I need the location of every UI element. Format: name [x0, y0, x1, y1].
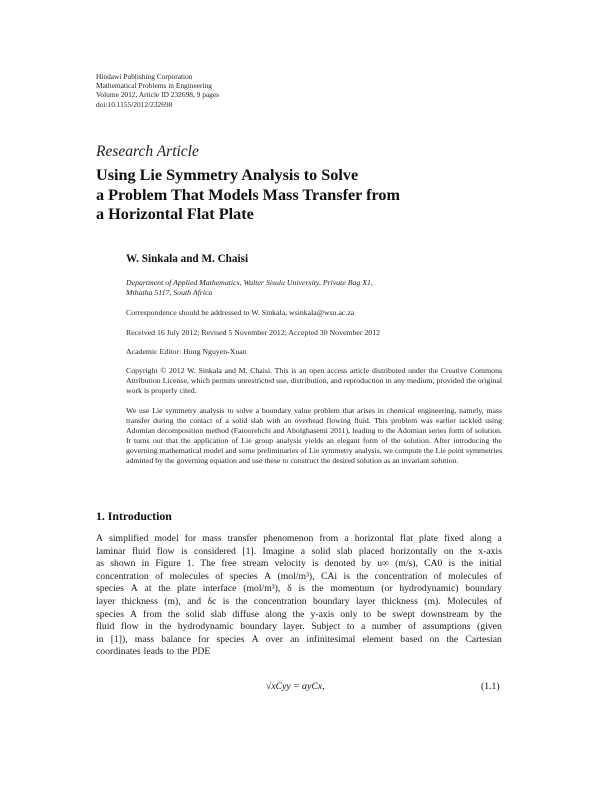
word: (m/s), — [395, 558, 418, 570]
word: of — [155, 570, 164, 582]
word: the — [446, 633, 459, 645]
word: stream — [242, 558, 269, 570]
word: (or — [381, 583, 393, 595]
word: flow — [156, 545, 175, 557]
word: A — [130, 583, 138, 595]
word: is — [222, 595, 230, 607]
academic-editor: Academic Editor: Hung Nguyen-Xuan — [126, 347, 247, 356]
text-line — [96, 571, 502, 584]
text-line — [96, 596, 502, 609]
word: in — [96, 633, 104, 645]
word: phenomenon — [263, 533, 314, 544]
word: slab — [210, 608, 227, 620]
text-line — [96, 609, 502, 622]
affiliation-line: Department of Applied Mathematics, Walter Sisulu University, Private Bag X1, — [126, 278, 373, 287]
word: plate — [419, 533, 438, 544]
word: to — [166, 646, 175, 658]
word: interface — [202, 583, 237, 595]
word: based — [400, 633, 423, 645]
word: the — [311, 583, 324, 595]
word: as — [96, 558, 105, 570]
word: boundary — [465, 583, 502, 595]
word: species — [96, 583, 124, 595]
word: A — [130, 608, 138, 620]
word: in — [145, 621, 153, 633]
introduction-body — [96, 533, 502, 659]
word: at — [144, 583, 152, 595]
word: balance — [161, 633, 191, 645]
word: be — [377, 608, 387, 620]
word: an — [290, 633, 300, 645]
word: concentration — [253, 595, 307, 607]
word: PDE — [191, 646, 211, 658]
word: solid — [311, 545, 331, 557]
word: horizontal — [354, 533, 394, 544]
word: denoted — [324, 558, 356, 570]
word: the — [159, 621, 172, 633]
word: model — [154, 533, 179, 544]
word: (given — [477, 621, 502, 633]
word: A — [264, 570, 272, 582]
doi-line: doi:10.1155/2012/232698 — [96, 99, 173, 109]
word: thickness — [121, 595, 158, 607]
word: diffuse — [232, 608, 260, 620]
word: on — [443, 545, 454, 557]
word: transfer — [227, 533, 258, 544]
word: free — [221, 558, 237, 570]
word: momentum — [330, 583, 375, 595]
abstract: We use Lie symmetry analysis to solve a boundary value problem that arises in chemical engineering, namely, mass transfer during the contact of a solid slab with an overhead flowing fluid. This problem was earlier tackled using Adomian decomposition method (Fatoorehchi and Abolghasemi 2011), leading to the Adomian series form of solution. It turns out that the application of Lie group analysis yields an elegant form of the solution. After introducing the governing mathematical model and some preliminaries of Lie symmetry analysis, we compute the Lie point symmetries admitted by the governing equation and use these to construct the desired solution as an invariant solution. — [126, 406, 502, 465]
word: fluid — [96, 621, 115, 633]
word: a — [300, 545, 306, 557]
word: (mol/m³), — [243, 583, 281, 595]
word: horizontally — [390, 545, 438, 557]
word: the — [235, 595, 248, 607]
word: (m), — [164, 595, 181, 607]
word: from — [143, 608, 162, 620]
text-line — [96, 634, 502, 647]
word: the — [461, 558, 473, 570]
word: is — [311, 558, 319, 570]
word: mass — [202, 533, 222, 544]
word: of — [493, 570, 502, 582]
paper-title — [96, 166, 400, 225]
authors: W. Sinkala and M. Chaisi — [126, 253, 249, 265]
word: [1]), — [110, 633, 128, 645]
word: the — [460, 545, 472, 557]
word: (m). — [424, 595, 441, 607]
word: from — [319, 533, 339, 544]
word: CA0 — [424, 558, 443, 570]
word: a — [344, 533, 349, 544]
word: mass — [134, 633, 155, 645]
word: (mol/m³), — [277, 570, 315, 582]
word: molecules — [169, 570, 209, 582]
word: y-axis — [310, 608, 335, 620]
word: Imagine — [262, 545, 295, 557]
word: species — [229, 570, 258, 582]
received-dates: Received 16 July 2012; Revised 5 November 2012; Accepted 30 November 2012 — [126, 328, 380, 337]
word: fixed — [443, 533, 464, 544]
title-line: a Horizontal Flat Plate — [96, 205, 254, 223]
word: δc — [207, 595, 217, 607]
word: δ — [287, 583, 292, 595]
word: in — [141, 558, 150, 570]
word: Subject — [311, 621, 341, 633]
word: CAi — [320, 570, 338, 582]
word: the — [158, 583, 171, 595]
equation-number: (1.1) — [481, 681, 500, 692]
word: is — [343, 570, 350, 582]
word: downstream — [420, 608, 469, 620]
word: 1. — [186, 558, 195, 570]
publisher-line: Hindawi Publishing Corporation — [96, 72, 193, 81]
word: molecules — [448, 570, 488, 582]
word: hydrodynamic) — [399, 583, 459, 595]
section-heading: 1. Introduction — [96, 509, 172, 523]
word: on — [429, 633, 440, 645]
word: assumptions — [422, 621, 471, 633]
word: is — [448, 558, 456, 570]
word: velocity — [274, 558, 306, 570]
word: solid — [185, 608, 205, 620]
word: boundary — [240, 621, 277, 633]
word: a — [360, 621, 366, 633]
word: hydrodynamic — [177, 621, 234, 633]
affiliation-line: Mthatha 5117, South Africa — [126, 288, 213, 297]
word: the — [292, 608, 305, 620]
word: boundary — [313, 595, 350, 607]
affiliation — [126, 278, 373, 298]
word: flow — [120, 621, 139, 633]
word: concentration — [96, 570, 149, 582]
word: for — [184, 533, 197, 544]
word: fluid — [132, 545, 151, 557]
word: the — [490, 608, 502, 620]
correspondence: Correspondence should be addressed to W. Sinkala, wsinkala@wsu.ac.za — [126, 308, 355, 317]
word: infinitesimal — [306, 633, 356, 645]
text-line — [96, 533, 502, 546]
title-line: Using Lie Symmetry Analysis to Solve — [96, 166, 359, 184]
word: The — [200, 558, 216, 570]
word: Molecules — [447, 595, 488, 607]
word: concentration — [374, 570, 428, 582]
word: laminar — [96, 545, 126, 557]
word: is — [298, 583, 305, 595]
equation: √xCyy = αyCx, — [266, 681, 325, 692]
word: of — [433, 570, 442, 582]
word: layer. — [283, 621, 305, 633]
word: slab — [336, 545, 353, 557]
word: initial — [479, 558, 502, 570]
text-line — [96, 546, 502, 559]
word: A — [96, 533, 103, 544]
word: Figure — [155, 558, 181, 570]
word: to — [346, 621, 355, 633]
word: u∞ — [377, 558, 389, 570]
word: and — [187, 595, 202, 607]
word: to — [363, 608, 372, 620]
word: the — [356, 570, 369, 582]
word: considered — [193, 545, 236, 557]
word: [1]. — [242, 545, 257, 557]
text-line — [96, 583, 502, 596]
word: over — [265, 633, 283, 645]
copyright-notice: Copyright © 2012 W. Sinkala and M. Chaisi. This is an open access article distributed under the Creative Commons Attribution License, which permits unrestricted use, distribution, and reproduction in any medium, provided the original work is properly cited. — [126, 366, 502, 395]
title-line: a Problem That Models Mass Transfer from — [96, 185, 400, 204]
word: for — [198, 633, 210, 645]
word: along — [469, 533, 492, 544]
word: the — [167, 608, 180, 620]
text-line — [96, 558, 502, 571]
word: shown — [110, 558, 136, 570]
word: A — [251, 633, 259, 645]
word: Cartesian — [465, 633, 502, 645]
word: by — [474, 608, 484, 620]
word: of — [493, 595, 502, 607]
text-line — [96, 646, 502, 659]
word: layer — [356, 595, 376, 607]
word: of — [215, 570, 224, 582]
journal-line: Mathematical Problems in Engineering — [96, 81, 212, 91]
volume-line: Volume 2012, Article ID 232698, 9 pages — [96, 90, 220, 100]
word: a — [497, 533, 502, 544]
word: leads — [143, 646, 164, 658]
journal-header — [96, 72, 219, 109]
word: of — [407, 621, 417, 633]
word: simplified — [109, 533, 149, 544]
word: layer — [96, 595, 116, 607]
word: element — [362, 633, 394, 645]
word: species — [96, 608, 124, 620]
word: flat — [400, 533, 413, 544]
word: along — [265, 608, 287, 620]
word: x-axis — [478, 545, 502, 557]
word: number — [371, 621, 402, 633]
word: only — [340, 608, 358, 620]
word: thickness — [381, 595, 418, 607]
article-type: Research Article — [96, 143, 199, 160]
word: by — [361, 558, 372, 570]
word: swept — [392, 608, 415, 620]
text-line — [96, 621, 502, 634]
word: is — [181, 545, 188, 557]
word: species — [216, 633, 245, 645]
word: placed — [358, 545, 385, 557]
word: coordinates — [96, 646, 141, 658]
word: plate — [176, 583, 196, 595]
word: the — [177, 646, 189, 658]
